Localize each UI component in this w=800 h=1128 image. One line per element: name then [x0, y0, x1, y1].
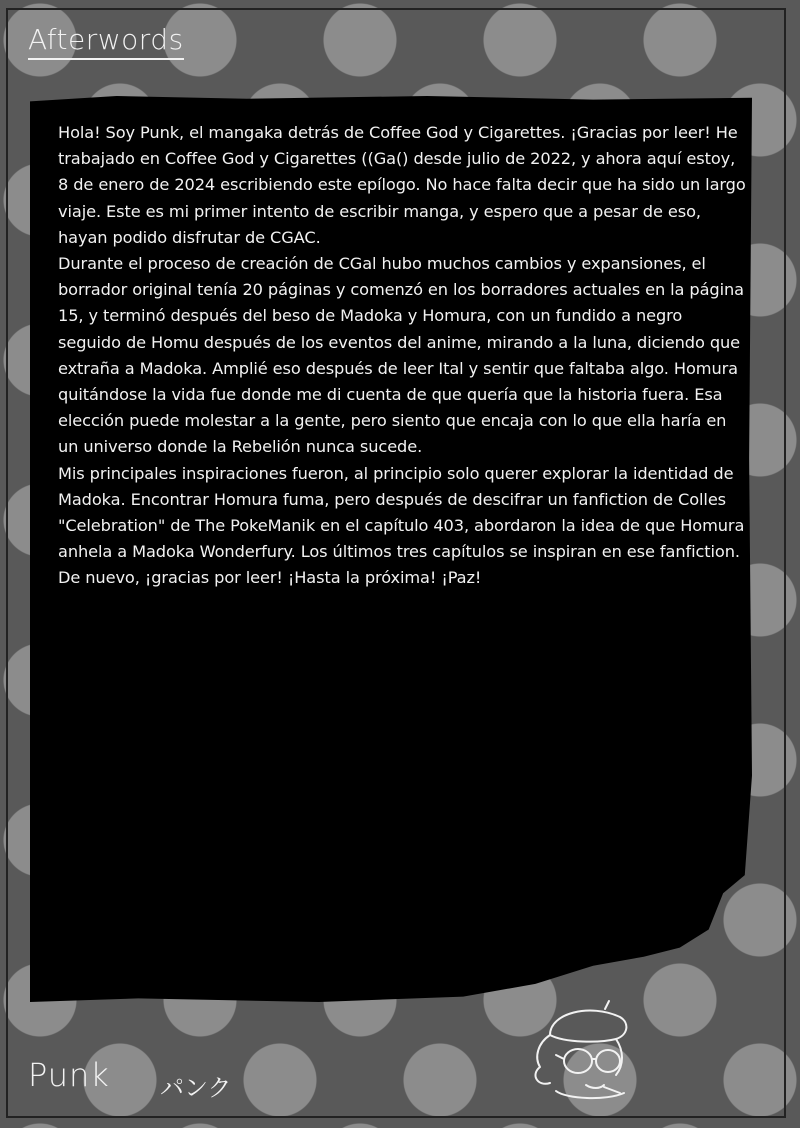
- page-title: Afterwords: [28, 22, 184, 60]
- signature-latin: Punk: [28, 1056, 110, 1094]
- afterword-text: [58, 120, 748, 592]
- author-avatar-icon: [520, 995, 650, 1105]
- paragraph-closing: De nuevo, ¡gracias por leer! ¡Hasta la próxima! ¡Paz!: [58, 568, 482, 588]
- paragraph-process: Durante el proceso de creación de CGal hubo muchos cambios y expansiones, el borrador original tenía 20 páginas y comenzó en los borradores actuales en la página 15, y terminó después del beso de Madoka y Homura, con un fundido a negro seguido de Homu después de los eventos del anime, mirando a la luna, diciendo que extraña a Madoka. Amplié eso después de leer Ital y sentir que faltaba algo. Homura quitándose la vida fue donde me di cuenta de que quería que la historia fuera. Esa elección puede molestar a la gente, pero siento que encaja con lo que ella haría en un universo donde la Rebelión nunca sucede.: [58, 254, 744, 457]
- paragraph-inspirations: Mis principales inspiraciones fueron, al principio solo querer explorar la identidad de Madoka. Encontrar Homura fuma, pero después de descifrar un fanfiction de Colles "Celebration" de The PokeManik en el capítulo 403, abordaron la idea de que Homura anhela a Madoka Wonderfury. Los últimos tres capítulos se inspiran en ese fanfiction.: [58, 463, 745, 562]
- signature-kana: パンク: [160, 1074, 232, 1102]
- paragraph-intro: Hola! Soy Punk, el mangaka detrás de Coffee God y Cigarettes. ¡Gracias por leer! He trabajado en Coffee God y Cigarettes ((Ga() desde julio de 2022, y ahora aquí estoy, 8 de enero de 2024 escribiendo este epílogo. No hace falta decir que ha sido un largo viaje. Este es mi primer intento de escribir manga, y espero que a pesar de eso, hayan podido disfrutar de CGAC.: [58, 123, 746, 247]
